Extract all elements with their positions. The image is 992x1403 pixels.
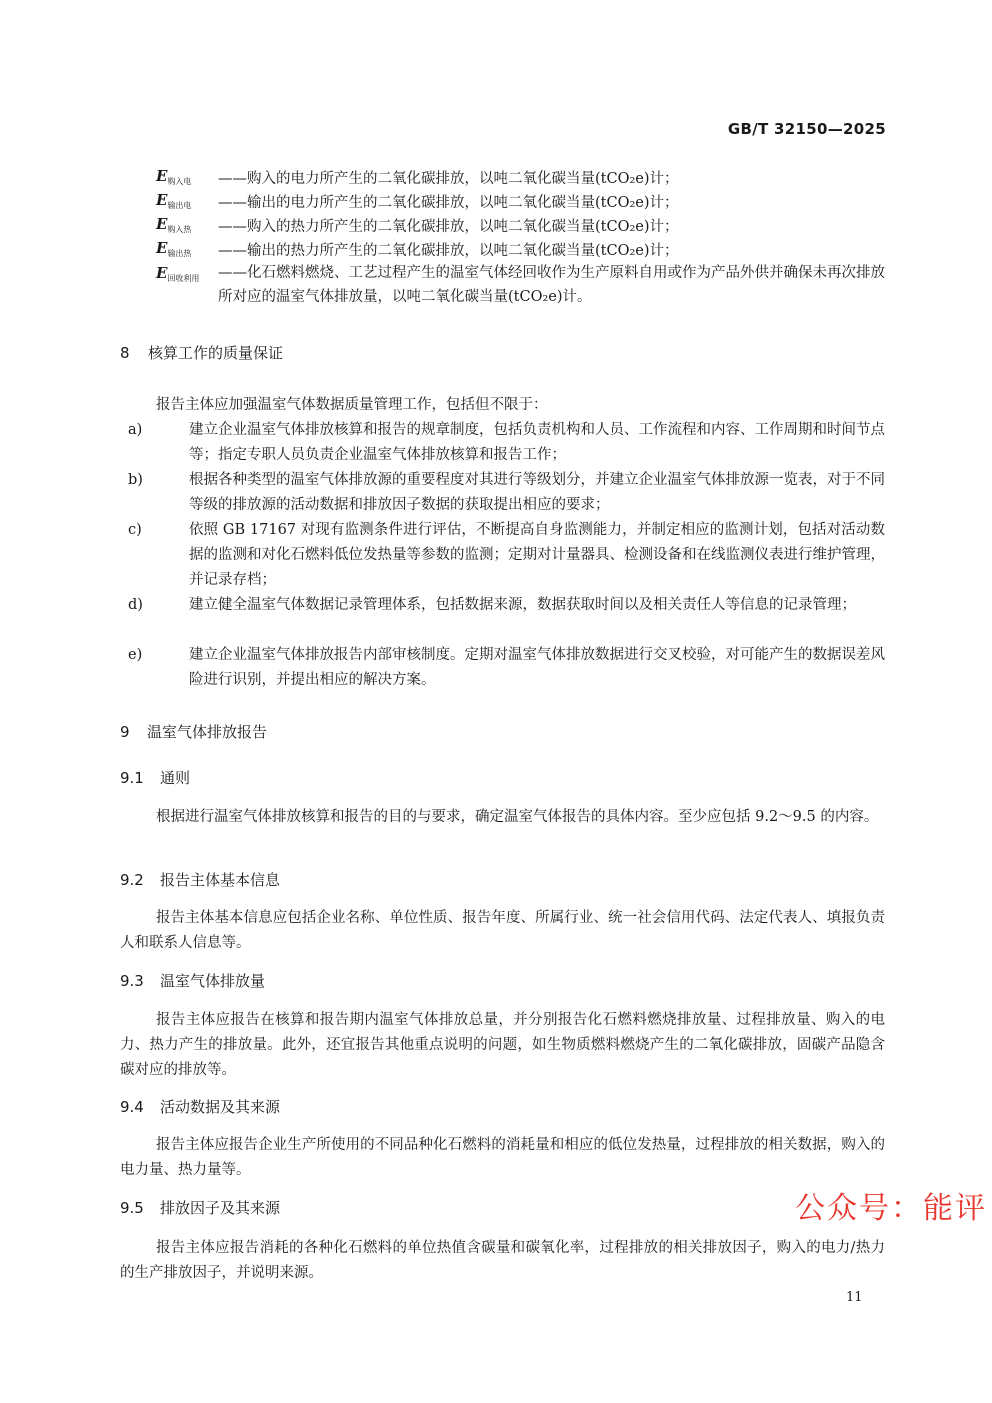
subsection-heading: 9.4 活动数据及其来源 bbox=[120, 1098, 281, 1116]
list-item: d) 建立健全温室气体数据记录管理体系，包括数据来源，数据获取时间以及相关责任人等信息的记录管理； bbox=[128, 597, 856, 613]
paragraph: 报告主体应报告在核算和报告期内温室气体排放总量，并分别报告化石燃料燃烧排放量、过程排放量、购入的电力、热力产生的排放量。此外，还宜报告其他重点说明的问题，如生物质燃料燃烧产生的二氧化碳排放，固碳产品隐含碳对应的排放等。 bbox=[120, 1012, 885, 1078]
section-heading: 9 温室气体排放报告 bbox=[120, 723, 268, 741]
list-item: e) 建立企业温室气体排放报告内部审核制度。定期对温室气体排放数据进行交叉校验，对可能产生的数据误差风险进行识别，并提出相应的解决方案。 bbox=[128, 647, 885, 688]
section-heading: 8 核算工作的质量保证 bbox=[120, 344, 284, 362]
definition-row bbox=[156, 237, 886, 261]
subsection-heading: 9.1 通则 bbox=[120, 769, 191, 787]
document-id: GB/T 32150—2025 bbox=[727, 120, 886, 138]
symbol: $E_{输出热}$ bbox=[156, 239, 192, 258]
watermark: 公众号：能评 bbox=[795, 1191, 987, 1226]
subsection-title: 通则 bbox=[160, 769, 191, 787]
symbol: $E_{回收利用}$ bbox=[156, 264, 200, 283]
subsection-title: 温室气体排放量 bbox=[160, 972, 266, 990]
paragraph: 根据进行温室气体排放核算和报告的目的与要求，确定温室气体报告的具体内容。至少应包括 9.2～9.5 的内容。 bbox=[156, 809, 879, 825]
paragraph: 报告主体应加强温室气体数据质量管理工作，包括但不限于： bbox=[156, 397, 548, 413]
page-number: 11 bbox=[846, 1290, 863, 1305]
definition-text: ——购入的电力所产生的二氧化碳排放，以吨二氧化碳当量(tCO₂e)计； bbox=[218, 170, 679, 187]
section-title: 温室气体排放报告 bbox=[147, 723, 268, 741]
symbol: $E_{输出电}$ bbox=[156, 191, 192, 210]
list-item: c) 依照 GB 17167 对现有监测条件进行评估，不断提高自身监测能力，并制定相应的监测计划，包括对活动数据的监测和对化石燃料低位发热量等参数的监测；定期对计量器具、检测设备和在线监测仪表进行维护管理，并记录存档； bbox=[128, 522, 885, 588]
definition-text: ——化石燃料燃烧、工艺过程产生的温室气体经回收作为生产原料自用或作为产品外供并确保未再次排放所对应的温室气体排放量，以吨二氧化碳当量(tCO₂e)计。 bbox=[218, 265, 885, 305]
paragraph: 报告主体应报告消耗的各种化石燃料的单位热值含碳量和碳氧化率，过程排放的相关排放因子，购入的电力/热力的生产排放因子，并说明来源。 bbox=[120, 1240, 885, 1281]
section-title: 核算工作的质量保证 bbox=[148, 344, 284, 362]
definition-text: ——购入的热力所产生的二氧化碳排放，以吨二氧化碳当量(tCO₂e)计； bbox=[218, 218, 679, 235]
paragraph: 报告主体应报告企业生产所使用的不同品种化石燃料的消耗量和相应的低位发热量，过程排放的相关数据，购入的电力量、热力量等。 bbox=[120, 1137, 885, 1178]
subsection-title: 报告主体基本信息 bbox=[160, 871, 281, 889]
definition-row bbox=[156, 189, 886, 213]
definition-row bbox=[156, 261, 886, 309]
definition-row bbox=[156, 213, 886, 237]
definition-row bbox=[156, 165, 886, 189]
subsection-heading: 9.2 报告主体基本信息 bbox=[120, 871, 281, 889]
subsection-heading: 9.3 温室气体排放量 bbox=[120, 972, 266, 990]
symbol: $E_{购入电}$ bbox=[156, 167, 192, 186]
definition-text: ——输出的电力所产生的二氧化碳排放，以吨二氧化碳当量(tCO₂e)计； bbox=[218, 194, 679, 211]
subsection-title: 活动数据及其来源 bbox=[160, 1098, 281, 1116]
subsection-title: 排放因子及其来源 bbox=[160, 1199, 281, 1217]
list-item: a) 建立企业温室气体排放核算和报告的规章制度，包括负责机构和人员、工作流程和内容、工作周期和时间节点等；指定专职人员负责企业温室气体排放核算和报告工作； bbox=[128, 422, 885, 463]
definition-text: ——输出的热力所产生的二氧化碳排放，以吨二氧化碳当量(tCO₂e)计； bbox=[218, 242, 679, 259]
symbol: $E_{购入热}$ bbox=[156, 215, 192, 234]
paragraph: 报告主体基本信息应包括企业名称、单位性质、报告年度、所属行业、统一社会信用代码、法定代表人、填报负责人和联系人信息等。 bbox=[120, 910, 885, 951]
symbol-definitions bbox=[156, 165, 886, 309]
subsection-heading: 9.5 排放因子及其来源 bbox=[120, 1199, 281, 1217]
list-item: b) 根据各种类型的温室气体排放源的重要程度对其进行等级划分，并建立企业温室气体排放源一览表，对于不同等级的排放源的活动数据和排放因子数据的获取提出相应的要求； bbox=[128, 472, 885, 513]
